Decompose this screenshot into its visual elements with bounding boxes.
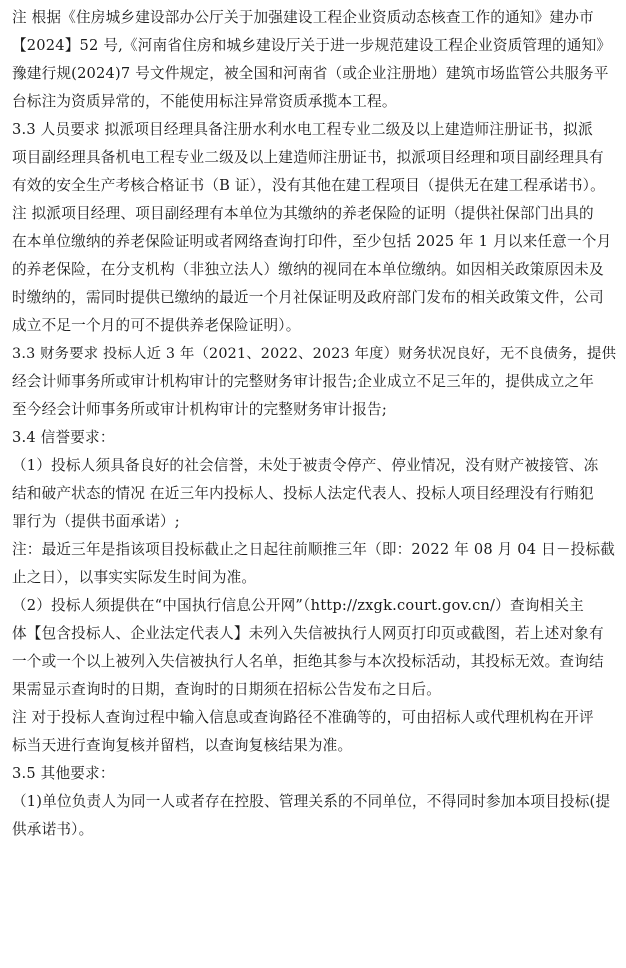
text-line: 经会计师事务所或审计机构审计的完整财务审计报告;企业成立不足三年的，提供成立之年 (12, 373, 595, 390)
text-line: （1)单位负责人为同一人或者存在控股、管理关系的不同单位，不得同时参加本项目投标(提 (12, 793, 611, 810)
text-line: 果需显示查询时的日期，查询时的日期须在招标公告发布之日后。 (12, 681, 442, 698)
text-line: 成立不足一个月的可不提供养老保险证明）。 (12, 317, 301, 334)
text-line: 的养老保险，在分支机构（非独立法人）缴纳的视同在本单位缴纳。如因相关政策原因未及 (12, 261, 604, 278)
text-line: 一个或一个以上被列入失信被执行人名单，拒绝其参与本次投标活动，其投标无效。查询结 (12, 653, 604, 670)
text-line: 供承诺书）。 (12, 821, 94, 838)
text-line: 注 对于投标人查询过程中输入信息或查询路径不准确等的，可由招标人或代理机构在开评 (12, 709, 594, 726)
text-line: 标当天进行查询复核并留档，以查询复核结果为准。 (12, 737, 353, 754)
text-line: 体【包含投标人、企业法定代表人】未列入失信被执行人网页打印页或截图，若上述对象有 (12, 625, 604, 642)
text-line: 项目副经理具备机电工程专业二级及以上建造师注册证书，拟派项目经理和项目副经理具有 (12, 149, 604, 166)
text-line: 注 根据《住房城乡建设部办公厅关于加强建设工程企业资质动态核查工作的通知》建办市 (12, 9, 594, 26)
text-line: 台标注为资质异常的，不能使用标注异常资质承揽本工程。 (12, 93, 397, 110)
text-line: 3.4 信誉要求： (12, 429, 115, 446)
text-line: 时缴纳的，需同时提供已缴纳的最近一个月社保证明及政府部门发布的相关政策文件，公司 (12, 289, 604, 306)
text-line: 注 拟派项目经理、项目副经理有本单位为其缴纳的养老保险的证明（提供社保部门出具的 (12, 205, 594, 222)
text-line: （2）投标人须提供在“中国执行信息公开网”（http://zxgk.court.gov.cn/）查询相关主 (12, 597, 584, 614)
text-line: 至今经会计师事务所或审计机构审计的完整财务审计报告; (12, 401, 387, 418)
text-line: 3.3 财务要求 投标人近 3 年（2021、2022、2023 年度）财务状况良好，无不良债务，提供 (12, 346, 617, 362)
text-line: 在本单位缴纳的养老保险证明或者网络查询打印件，至少包括 2025 年 1 月以来任意一个月 (12, 233, 612, 250)
text-line: 止之日），以事实实际发生时间为准。 (12, 569, 257, 586)
text-line: 【2024】52 号,《河南省住房和城乡建设厅关于进一步规范建设工程企业资质管理的通知》 (12, 37, 612, 54)
text-line: 注：最近三年是指该项目投标截止之日起往前顺推三年（即：2022 年 08 月 04 日－投标截 (12, 541, 616, 558)
text-line: 结和破产状态的情况 在近三年内投标人、投标人法定代表人、投标人项目经理没有行贿犯 (12, 485, 594, 502)
text-line: （1）投标人须具备良好的社会信誉，未处于被责令停产、停业情况，没有财产被接管、冻 (12, 457, 599, 474)
text-line: 3.5 其他要求： (12, 765, 115, 782)
text-line: 3.3 人员要求 拟派项目经理具备注册水利水电工程专业二级及以上建造师注册证书，拟派 (12, 121, 593, 138)
text-line: 豫建行规(2024)7 号文件规定，被全国和河南省（或企业注册地）建筑市场监管公共服务平 (12, 65, 609, 82)
text-line: 罪行为（提供书面承诺）; (12, 513, 180, 530)
text-line: 有效的安全生产考核合格证书（B 证），没有其他在建工程项目（提供无在建工程承诺书）。 (12, 177, 605, 194)
